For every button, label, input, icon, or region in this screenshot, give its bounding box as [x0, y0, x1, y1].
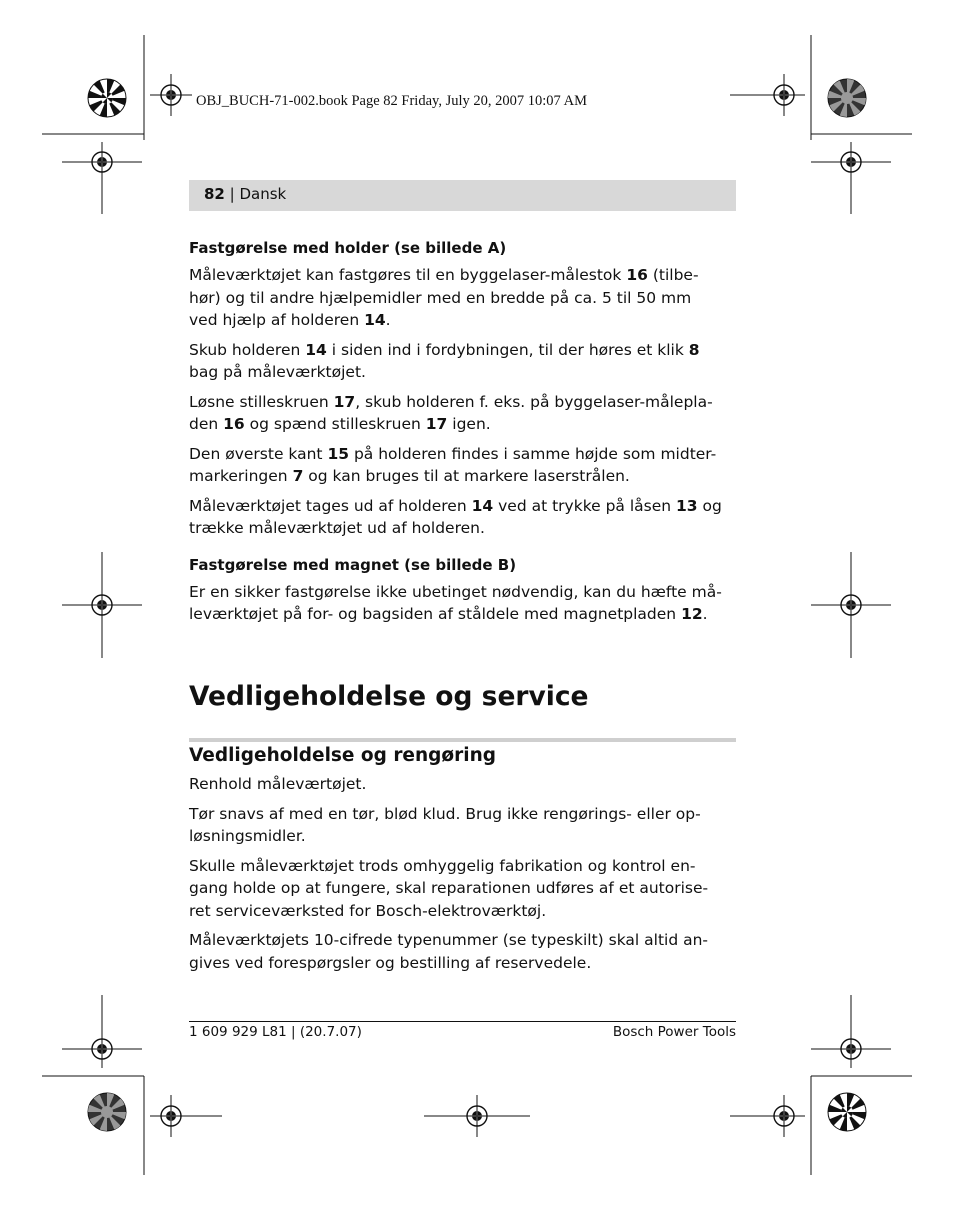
line [189, 497, 722, 515]
line: trække måleværktøjet ud af holderen. [189, 519, 485, 537]
text: ved hjælp af holderen [189, 311, 365, 329]
line: Tør snavs af med en tør, blød klud. Brug ikke rengørings- eller op- [189, 804, 701, 823]
ref-number: 12 [681, 605, 703, 623]
ref-number: 13 [676, 496, 698, 515]
heading-maintenance: Vedligeholdelse og rengøring [189, 745, 496, 766]
line [189, 311, 391, 329]
line: løsningsmidler. [189, 827, 306, 845]
heading-magnet: Fastgørelse med magnet (se billede B) [189, 555, 517, 574]
text: markeringen [189, 467, 293, 485]
paragraph-holder-5 [189, 495, 739, 540]
text: og spænd stilleskruen [244, 415, 426, 433]
line: gang holde op at fungere, skal reparationen udføres af et autorise- [189, 879, 709, 897]
text: i siden ind i fordybningen, til der høres et klik [326, 340, 689, 359]
line [189, 393, 713, 411]
line: Er en sikker fastgørelse ikke ubetinget nødvendig, kan du hæfte må- [189, 582, 722, 601]
paragraph-holder-4 [189, 443, 739, 488]
footer-doc-number: 1 609 929 L81 | (20.7.07) [189, 1024, 362, 1040]
line [189, 605, 708, 623]
line [189, 415, 491, 433]
heading-holder: Fastgørelse med holder (se billede A) [189, 239, 507, 257]
text: , skub holderen f. eks. på byggelaser-målepla- [355, 392, 713, 411]
text: Den øverste kant [189, 444, 328, 463]
line: ret serviceværksted for Bosch-elektroværktøj. [189, 901, 547, 920]
header-text [204, 185, 286, 203]
ref-number: 14 [305, 340, 327, 359]
ref-number: 17 [425, 415, 448, 433]
line: gives ved forespørgsler og bestilling af reservedele. [189, 953, 592, 972]
line: bag på måleværktøjet. [189, 363, 366, 381]
text: . [385, 311, 391, 329]
ref-number: 7 [292, 467, 304, 485]
line: Skulle måleværktøjet trods omhyggelig fabrikation og kontrol en- [189, 856, 696, 875]
text: ved at trykke på låsen [493, 496, 677, 515]
text: Måleværktøjet kan fastgøres til en byggelaser-målestok [189, 266, 627, 284]
footer-brand: Bosch Power Tools [612, 1024, 736, 1040]
footer-rule [189, 1021, 736, 1022]
ref-number: 14 [364, 311, 386, 329]
line: Måleværktøjets 10-cifrede typenummer (se typeskilt) skal altid an- [189, 931, 709, 949]
page-number: 82 [204, 185, 225, 203]
line [189, 445, 716, 463]
text: Løsne stilleskruen [189, 392, 334, 411]
line [189, 341, 700, 359]
content-section-maintenance [189, 743, 739, 981]
text: og [697, 496, 722, 515]
paragraph-holder-1 [189, 264, 739, 332]
line: hør) og til andre hjælpemidler med en bredde på ca. 5 til 50 mm [189, 288, 692, 307]
paragraph-holder-3 [189, 391, 739, 436]
section-rule [189, 738, 736, 742]
ref-number: 8 [688, 340, 700, 359]
text: Skub holderen [189, 340, 306, 359]
text: på holderen findes i samme højde som midter- [349, 444, 717, 463]
ref-number: 15 [327, 444, 350, 463]
text: Måleværktøjet tages ud af holderen [189, 496, 472, 515]
paragraph-maint-4 [189, 929, 739, 974]
text: igen. [447, 415, 491, 433]
paragraph-holder-2 [189, 339, 739, 384]
text: . [702, 605, 708, 623]
running-header [189, 180, 736, 211]
ref-number: 16 [223, 415, 245, 433]
paragraph-maint-2 [189, 803, 739, 848]
ref-number: 16 [626, 266, 648, 284]
text: (tilbe- [647, 266, 699, 284]
line [189, 467, 630, 485]
paragraph-maint-1: Renhold måleværtøjet. [189, 775, 367, 793]
text: den [189, 415, 224, 433]
ref-number: 17 [333, 392, 356, 411]
content-section-mounting [189, 233, 739, 633]
ref-number: 14 [471, 496, 494, 515]
chapter-heading: Vedligeholdelse og service [189, 681, 589, 712]
header-separator: | [224, 185, 240, 203]
line [189, 266, 699, 284]
paragraph-maint-3 [189, 855, 739, 923]
header-language: Dansk [239, 185, 287, 203]
paragraph-magnet-1 [189, 581, 739, 626]
text: og kan bruges til at markere laserstrålen. [303, 467, 630, 485]
print-slug: OBJ_BUCH-71-002.book Page 82 Friday, July 20, 2007 10:07 AM [196, 93, 587, 109]
text: leværktøjet på for- og bagsiden af ståldele med magnetpladen [189, 605, 682, 623]
